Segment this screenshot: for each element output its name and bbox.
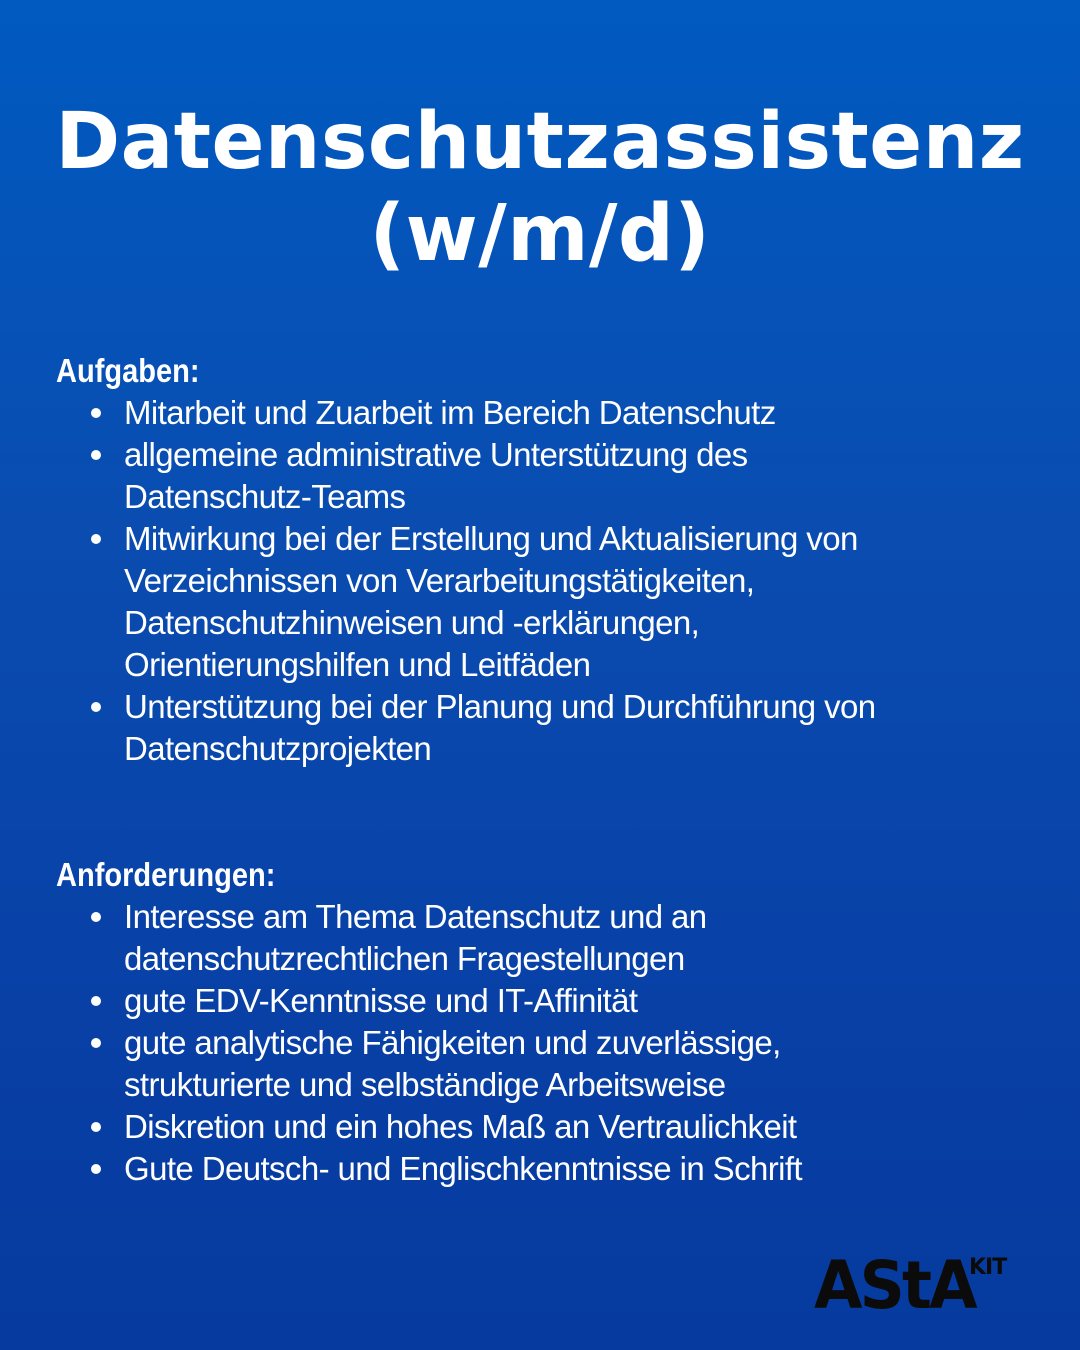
list-item-line: Verzeichnissen von Verarbeitungstätigkeiten, [124, 562, 755, 599]
list-item-line: strukturierte und selbständige Arbeitsweise [124, 1066, 726, 1103]
page-title [0, 96, 1080, 280]
list-item [124, 392, 1036, 434]
bullet-icon [91, 912, 101, 922]
bullet-icon [91, 1122, 101, 1132]
asta-kit-logo [814, 1247, 1024, 1324]
list-item-line: Mitwirkung bei der Erstellung und Aktualisierung von [124, 520, 858, 557]
list-item [124, 434, 1036, 518]
list-item-line: Interesse am Thema Datenschutz und an [124, 898, 707, 935]
list-item-line: Datenschutz-Teams [124, 478, 406, 515]
list-item-line: gute EDV-Kenntnisse und IT-Affinität [124, 982, 638, 1019]
list-item-line: Orientierungshilfen und Leitfäden [124, 646, 591, 683]
list-item [124, 686, 1036, 770]
list-item [124, 1148, 1036, 1190]
list-item [124, 1106, 1036, 1148]
list-item-line: Unterstützung bei der Planung und Durchführung von [124, 688, 876, 725]
bullet-icon [91, 450, 101, 460]
list-item-line: Mitarbeit und Zuarbeit im Bereich Datenschutz [124, 394, 776, 431]
anforderungen-section [56, 854, 1036, 1190]
list-item-line: Datenschutzprojekten [124, 730, 432, 767]
anforderungen-heading: Anforderungen: [56, 856, 276, 893]
aufgaben-heading: Aufgaben: [56, 352, 200, 389]
aufgaben-section [56, 350, 1036, 770]
list-item [124, 980, 1036, 1022]
bullet-icon [91, 702, 101, 712]
list-item-line: Diskretion und ein hohes Maß an Vertraulichkeit [124, 1108, 797, 1145]
title-line-1: Datenschutzassistenz [55, 97, 1025, 187]
title-line-2: (w/m/d) [369, 189, 711, 279]
bullet-icon [91, 408, 101, 418]
bullet-icon [91, 1038, 101, 1048]
list-item-line: allgemeine administrative Unterstützung des [124, 436, 748, 473]
list-item [124, 896, 1036, 980]
logo-main-text: AStA [814, 1247, 975, 1324]
list-item [124, 1022, 1036, 1106]
logo-superscript-text: KIT [969, 1255, 1007, 1280]
list-item-line: Gute Deutsch- und Englischkenntnisse in Schrift [124, 1150, 802, 1187]
bullet-icon [91, 1164, 101, 1174]
list-item-line: gute analytische Fähigkeiten und zuverlässige, [124, 1024, 781, 1061]
bullet-icon [91, 534, 101, 544]
list-item-line: Datenschutzhinweisen und -erklärungen, [124, 604, 700, 641]
list-item [124, 518, 1036, 686]
aufgaben-list [56, 392, 1036, 770]
anforderungen-list [56, 896, 1036, 1190]
list-item-line: datenschutzrechtlichen Fragestellungen [124, 940, 685, 977]
bullet-icon [91, 996, 101, 1006]
